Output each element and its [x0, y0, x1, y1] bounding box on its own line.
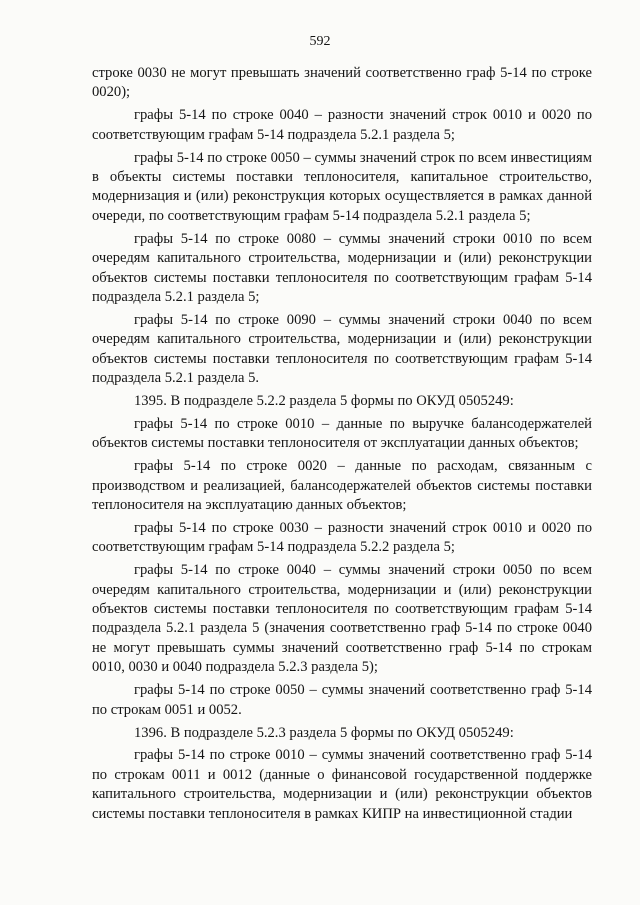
- paragraph: строке 0030 не могут превышать значений соответственно граф 5-14 по строке 0020);: [92, 65, 592, 101]
- paragraph: графы 5-14 по строке 0040 – разности значений строк 0010 и 0020 по соответствующим графам 5-14 подраздела 5.2.1 раздела 5;: [92, 107, 592, 143]
- paragraph: графы 5-14 по строке 0050 – суммы значений соответственно граф 5-14 по строкам 0051 и 0052.: [92, 682, 592, 718]
- paragraph: графы 5-14 по строке 0020 – данные по расходам, связанным с производством и реализацией, балансодержателей объектов системы поставки теплоносителя на эксплуатацию данных объектов;: [92, 458, 592, 514]
- document-body: [92, 64, 592, 828]
- paragraph: графы 5-14 по строке 0010 – данные по выручке балансодержателей объектов системы поставки теплоносителя от эксплуатации данных объектов;: [92, 415, 592, 452]
- section-heading-1395: 1395. В подразделе 5.2.2 раздела 5 формы по ОКУД 0505249:: [134, 393, 514, 409]
- section-heading-1396: 1396. В подразделе 5.2.3 раздела 5 формы по ОКУД 0505249:: [134, 724, 514, 741]
- paragraph: графы 5-14 по строке 0090 – суммы значений строки 0040 по всем очередям капитального строительства, модернизации и (или) реконструкции объектов системы поставки теплоносителя по соответствующим графам 5-14 подраздела 5.2.1 раздела 5.: [92, 311, 592, 387]
- paragraph: графы 5-14 по строке 0080 – суммы значений строки 0010 по всем очередям капитального строительства, модернизации и (или) реконструкции объектов системы поставки теплоносителя по соответствующим графам 5-14 подраздела 5.2.1 раздела 5;: [92, 230, 592, 305]
- paragraph: графы 5-14 по строке 0040 – суммы значений строки 0050 по всем очередям капитального строительства, модернизации и (или) реконструкции объектов системы поставки теплоносителя по соответствующим графам 5-14 подраздела 5.2.1 раздела 5 (значения соответственно граф 5-14 по строке 0040 не могут превышать суммы значений соответственно граф 5-14 по строкам 0010, 0030 и 0040 подраздела 5.2.3 раздела 5);: [92, 562, 592, 676]
- paragraph: графы 5-14 по строке 0030 – разности значений строк 0010 и 0020 по соответствующим графам 5-14 подраздела 5.2.2 раздела 5;: [92, 519, 592, 556]
- paragraph: графы 5-14 по строке 0050 – суммы значений строк по всем инвестициям в объекты системы поставки теплоносителя, капитальное строительство, модернизация и (или) реконструкция которых осуществляется в рамках данной очереди, по соответствующим графам 5-14 подраздела 5.2.1 раздела 5;: [92, 149, 592, 224]
- page-number: 592: [309, 34, 331, 49]
- paragraph: графы 5-14 по строке 0010 – суммы значений соответственно граф 5-14 по строкам 0011 и 0012 (данные о финансовой государственной поддержке капитального строительства, модернизации и (или) реконструкции объектов системы поставки теплоносителя в рамках КИПР на инвестиционной стадии: [92, 747, 592, 822]
